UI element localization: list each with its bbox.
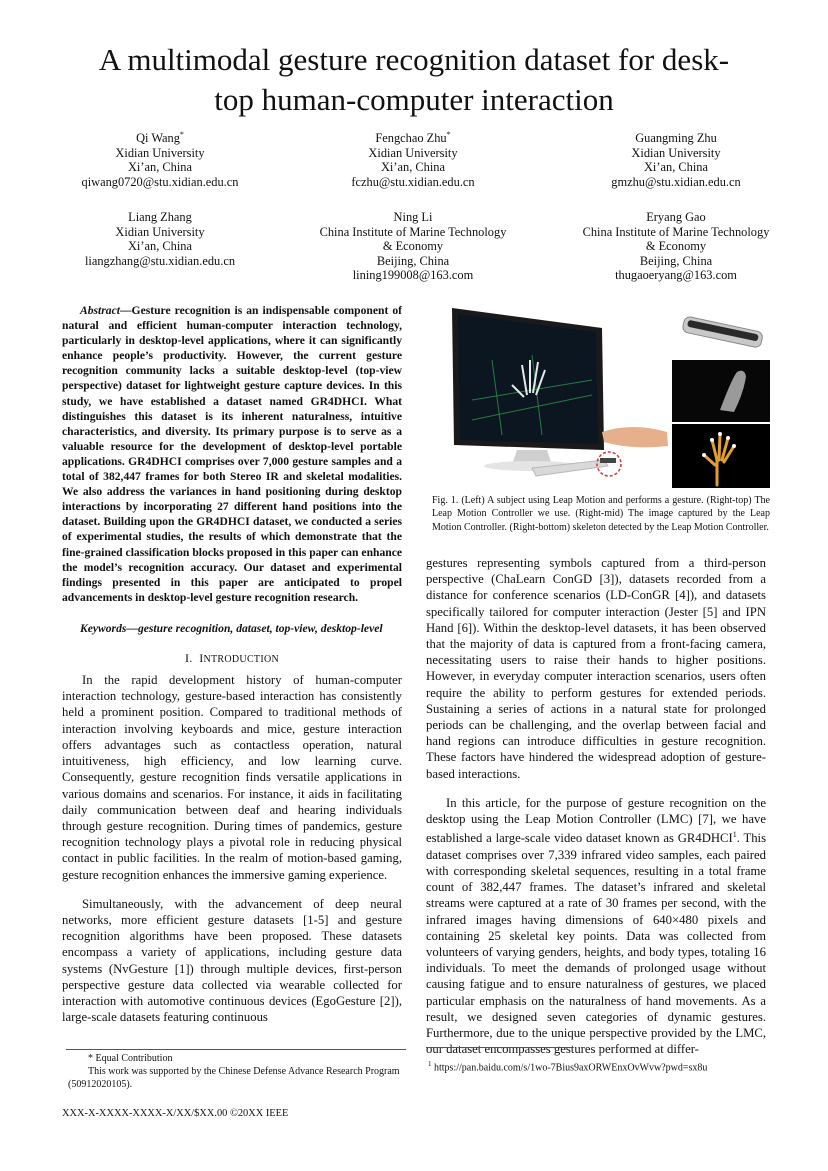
title-line-2: top human-computer interaction	[214, 82, 614, 117]
dataset-link: https://pan.baidu.com/s/1wo-7Bius9axORWEnxOvWvw?pwd=sx8u	[431, 1062, 708, 1074]
author-affiliation: Xidian University	[115, 224, 205, 239]
footnote-ref: 1	[732, 830, 737, 840]
footnote-left	[68, 1052, 404, 1091]
intro-paragraph-2: Simultaneously, with the advancement of deep neural networks, more efficient gesture datasets [1-5] and gesture recognition algorithms have been proposed. These datasets encompass a variety of applications, including gesture data systems (NvGesture [1]) through multiple devices, first-person perspective gesture data collected via wearable collected for interaction with automotive continuous devices (EgoGesture [2]), large-scale datasets featuring continuous	[62, 896, 402, 1025]
author-email: gmzhu@stu.xidian.edu.cn	[611, 174, 741, 189]
footnote-equal-contribution: * Equal Contribution	[88, 1053, 173, 1064]
right-column	[426, 555, 766, 1070]
author-city: Beijing, China	[639, 253, 713, 268]
author-email: lining199008@163.com	[352, 268, 474, 283]
footnote-funding: This work was supported by the Chinese Defense Advance Research Program (50912020105).	[68, 1066, 400, 1090]
right-paragraph-2: In this article, for the purpose of gesture recognition on the desktop using the Leap Motion Controller (LMC) [7], we have established a large-scale video dataset known as GR4DHCI$^1$. This dataset comprises over 7,339 infrared video samples, each paired with corresponding skeletal sequences, resulting in a total frame count of 382,447 frames. The dataset’s infrared and skeletal streams were captured at a rate of 30 frames per second, with the infrared images having dimensions of 640×480 pixels and containing 25 skeletal key points. Data was collected from volunteers of varying genders, heights, and body types, totaling 16 individuals. To meet the demands of prolonged usage without causing fatigue and to ensure naturalness of gestures, we placed particular emphasis on the naturalness of hand movements. As a result, we designed seven categories of dynamic gestures. Furthermore, due to the unique perspective provided by the LMC, our dataset encompasses gestures performed at differ-	[426, 795, 767, 1057]
abstract-label: Abstract	[80, 304, 120, 317]
author-name: Liang Zhang	[128, 210, 192, 224]
abstract-text: —Gesture recognition is an indispensable component of natural and efficient human-computer interaction technology, particularly in desktop-level applications, where it can significantly enhance people’s productivity. However, the current gesture recognition community lacks a suitable desktop-level (top-view perspective) dataset for lightweight gesture capture devices. In this study, we have established a dataset named GR4DHCI. What distinguishes this dataset is its inherent naturalness, intuitive characteristics, and diversity. Its primary purpose is to serve as a valuable resource for the development of desktop-level portable applications. GR4DHCI comprises over 7,000 gesture samples and a total of 382,447 frames for both Stereo IR and skeletal modalities. We also address the variances in hand positioning during desktop interactions by incorporating 27 different hand positions into the dataset. Building upon the GR4DHCI dataset, we conducted a series of experimental studies, the results of which demonstrate that the fine-grained classification blocks proposed in this paper can enhance the model’s recognition accuracy. Our dataset and experimental findings presented in this paper are anticipated to propel advancements in desktop-level gesture recognition research.	[62, 304, 402, 604]
author-name: Qi Wang*	[136, 129, 184, 145]
author-affiliation: China Institute of Marine Technology	[582, 224, 770, 239]
author-email: fczhu@stu.xidian.edu.cn	[351, 174, 475, 189]
author-1	[55, 131, 265, 189]
author-city: Xi’an, China	[127, 239, 192, 254]
ir-image-panel	[672, 360, 770, 422]
author-6	[571, 210, 781, 283]
author-4	[55, 210, 265, 268]
author-name: Eryang Gao	[646, 210, 706, 224]
author-city: Xi’an, China	[127, 160, 192, 175]
author-city: Beijing, China	[376, 253, 450, 268]
footnote-rule-right	[426, 1047, 572, 1048]
abstract	[62, 303, 402, 605]
author-affiliation: & Economy	[382, 239, 444, 254]
author-name: Ning Li	[393, 210, 433, 224]
author-affiliation: China Institute of Marine Technology	[319, 224, 507, 239]
paper-title	[40, 40, 788, 120]
intro-paragraph-1: In the rapid development history of human-computer interaction technology, gesture-based interaction has consistently held a prominent position. Compared to traditional methods of interaction involving keyboards and mice, gesture interaction offers advantages such as contactless operation, natural intuitiveness, high efficiency, and low learning curve. Consequently, gesture recognition finds versatile applications in various domains and scenarios. For instance, it aids in facilitating daily communication between deaf and hearing individuals through gesture recognition. During times of pandemics, gesture recognition technology plays a pivotal role in reducing physical contact in public facilities. In the realm of motion-based gaming, gesture recognition enhances the immersive gaming experience.	[62, 673, 402, 882]
author-affiliation: Xidian University	[631, 145, 721, 160]
section-heading-introduction: I. INTRODUCTION	[184, 650, 280, 665]
author-name: Guangming Zhu	[635, 131, 717, 145]
author-email: thugaoeryang@163.com	[615, 268, 737, 283]
author-email: qiwang0720@stu.xidian.edu.cn	[81, 174, 239, 189]
hand-illustration	[602, 427, 668, 447]
author-affiliation: Xidian University	[115, 145, 205, 160]
author-city: Xi’an, China	[380, 160, 445, 175]
right-paragraph-1: gestures representing symbols captured from a third-person perspective (ChaLearn ConGD [3]), datasets recorded from a distance for conference scenarios (LD-ConGR [4]), and datasets specifically tailored for computer interaction (Jester [5] and IPN Hand [6]). Within the desktop-level datasets, it has been observed that the majority of data is captured from a front-facing camera, necessitating users to raise their hands to higher positions. However, in everyday computer interaction scenarios, users often require the ability to perform gestures for extended periods. Sustaining a series of actions in a natural state for prolonged periods can be challenging, and the overlap between facial and hand regions can introduce difficulties in gesture recognition. These factors have hindered the widespread adoption of gesture-based interactions.	[426, 556, 766, 781]
title-line-1: A multimodal gesture recognition dataset for desk-	[98, 42, 730, 77]
keywords: Keywords—gesture recognition, dataset, top-view, desktop-level	[80, 621, 383, 635]
author-2	[308, 131, 518, 189]
left-column	[62, 303, 402, 1038]
copyright-code: XXX-X-XXXX-XXXX-X/XX/$XX.00 ©20XX IEEE	[62, 1108, 289, 1119]
author-affiliation: & Economy	[645, 239, 707, 254]
author-city: Xi’an, China	[643, 160, 708, 175]
monitor-illustration	[452, 308, 604, 471]
author-affiliation: Xidian University	[368, 145, 458, 160]
figure-leap-motion	[432, 300, 772, 488]
author-3	[571, 131, 781, 189]
author-name: Fengchao Zhu*	[375, 129, 451, 145]
author-email: liangzhang@stu.xidian.edu.cn	[84, 253, 236, 268]
author-5	[308, 210, 518, 283]
leap-device-on-desk	[600, 458, 616, 463]
footnote-right: $^1$ https://pan.baidu.com/s/1wo-7Bius9axORWEnxOvWvw?pwd=sx8u	[428, 1060, 708, 1074]
footnote-rule-left	[66, 1049, 406, 1050]
figure-caption: Fig. 1. (Left) A subject using Leap Motion and performs a gesture. (Right-top) The Leap Motion Controller we use. (Right-mid) The image captured by the Leap Motion Controller. (Right-bottom) skeleton detected by the Leap Motion Controller.	[432, 495, 770, 533]
